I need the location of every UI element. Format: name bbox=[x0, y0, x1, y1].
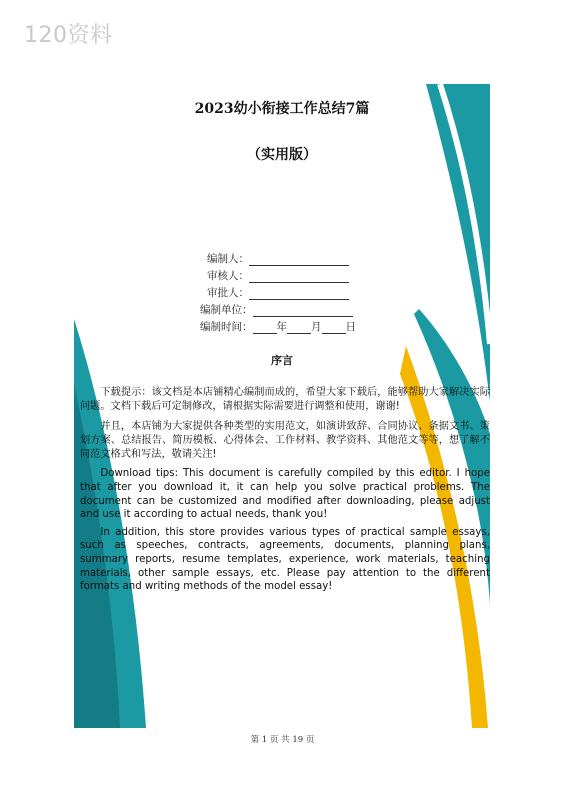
day-blank bbox=[322, 322, 346, 334]
year-label: 年 bbox=[276, 321, 287, 333]
day-label: 日 bbox=[345, 321, 356, 333]
approver-label: 审批人： bbox=[207, 287, 249, 299]
editor-row bbox=[200, 249, 400, 266]
site-watermark: 120资料 bbox=[24, 23, 113, 48]
approver-blank bbox=[249, 288, 349, 300]
editor-label: 编制人： bbox=[207, 253, 249, 265]
page-footer: 第 1 页 共 19 页 bbox=[250, 735, 315, 745]
unit-row bbox=[200, 300, 400, 317]
time-label: 编制时间： bbox=[200, 321, 253, 333]
preface-heading: 序言 bbox=[271, 354, 293, 367]
month-label: 月 bbox=[311, 321, 322, 333]
month-blank bbox=[287, 322, 311, 334]
reviewer-label: 审核人： bbox=[207, 270, 249, 282]
preface-paragraph: 下载提示：该文档是本店铺精心编制而成的，希望大家下载后，能够帮助大家解决实际问题。文档下载后可定制修改，请根据实际需要进行调整和使用，谢谢! bbox=[80, 387, 490, 413]
document-title: 2023幼小衔接工作总结7篇 bbox=[194, 101, 370, 117]
preface-paragraph: In addition, this store provides various types of practical sample essays, such as speeches, contracts, agreements, documents, planning plans, summary reports, resume templates, experience, work materials, teaching materials, other sample essays, etc. Please pay attention to the different formats and writing methods of the model essay! bbox=[80, 526, 490, 593]
unit-label: 编制单位： bbox=[200, 304, 253, 316]
reviewer-blank bbox=[249, 271, 349, 283]
preface-paragraph: Download tips: This document is carefully compiled by this editor. I hope that after you download it, it can help you solve practical problems. The document can be customized and modified after downloading, please adjust and use it according to actual needs, thank you! bbox=[80, 468, 490, 521]
preface-body bbox=[80, 386, 490, 598]
document-page bbox=[74, 84, 490, 728]
year-blank bbox=[253, 322, 277, 334]
time-row bbox=[200, 317, 400, 334]
unit-blank bbox=[253, 305, 353, 317]
document-subtitle: （实用版） bbox=[247, 147, 317, 163]
editor-blank bbox=[249, 254, 349, 266]
preface-paragraph: 并且，本店铺为大家提供各种类型的实用范文，如演讲致辞、合同协议、条据文书、策划方案、总结报告、简历模板、心得体会、工作材料、教学资料、其他范文等等，想了解不同范文格式和写法，敬请关注! bbox=[80, 420, 490, 461]
reviewer-row bbox=[200, 266, 400, 283]
signoff-form bbox=[200, 249, 400, 334]
approver-row bbox=[200, 283, 400, 300]
